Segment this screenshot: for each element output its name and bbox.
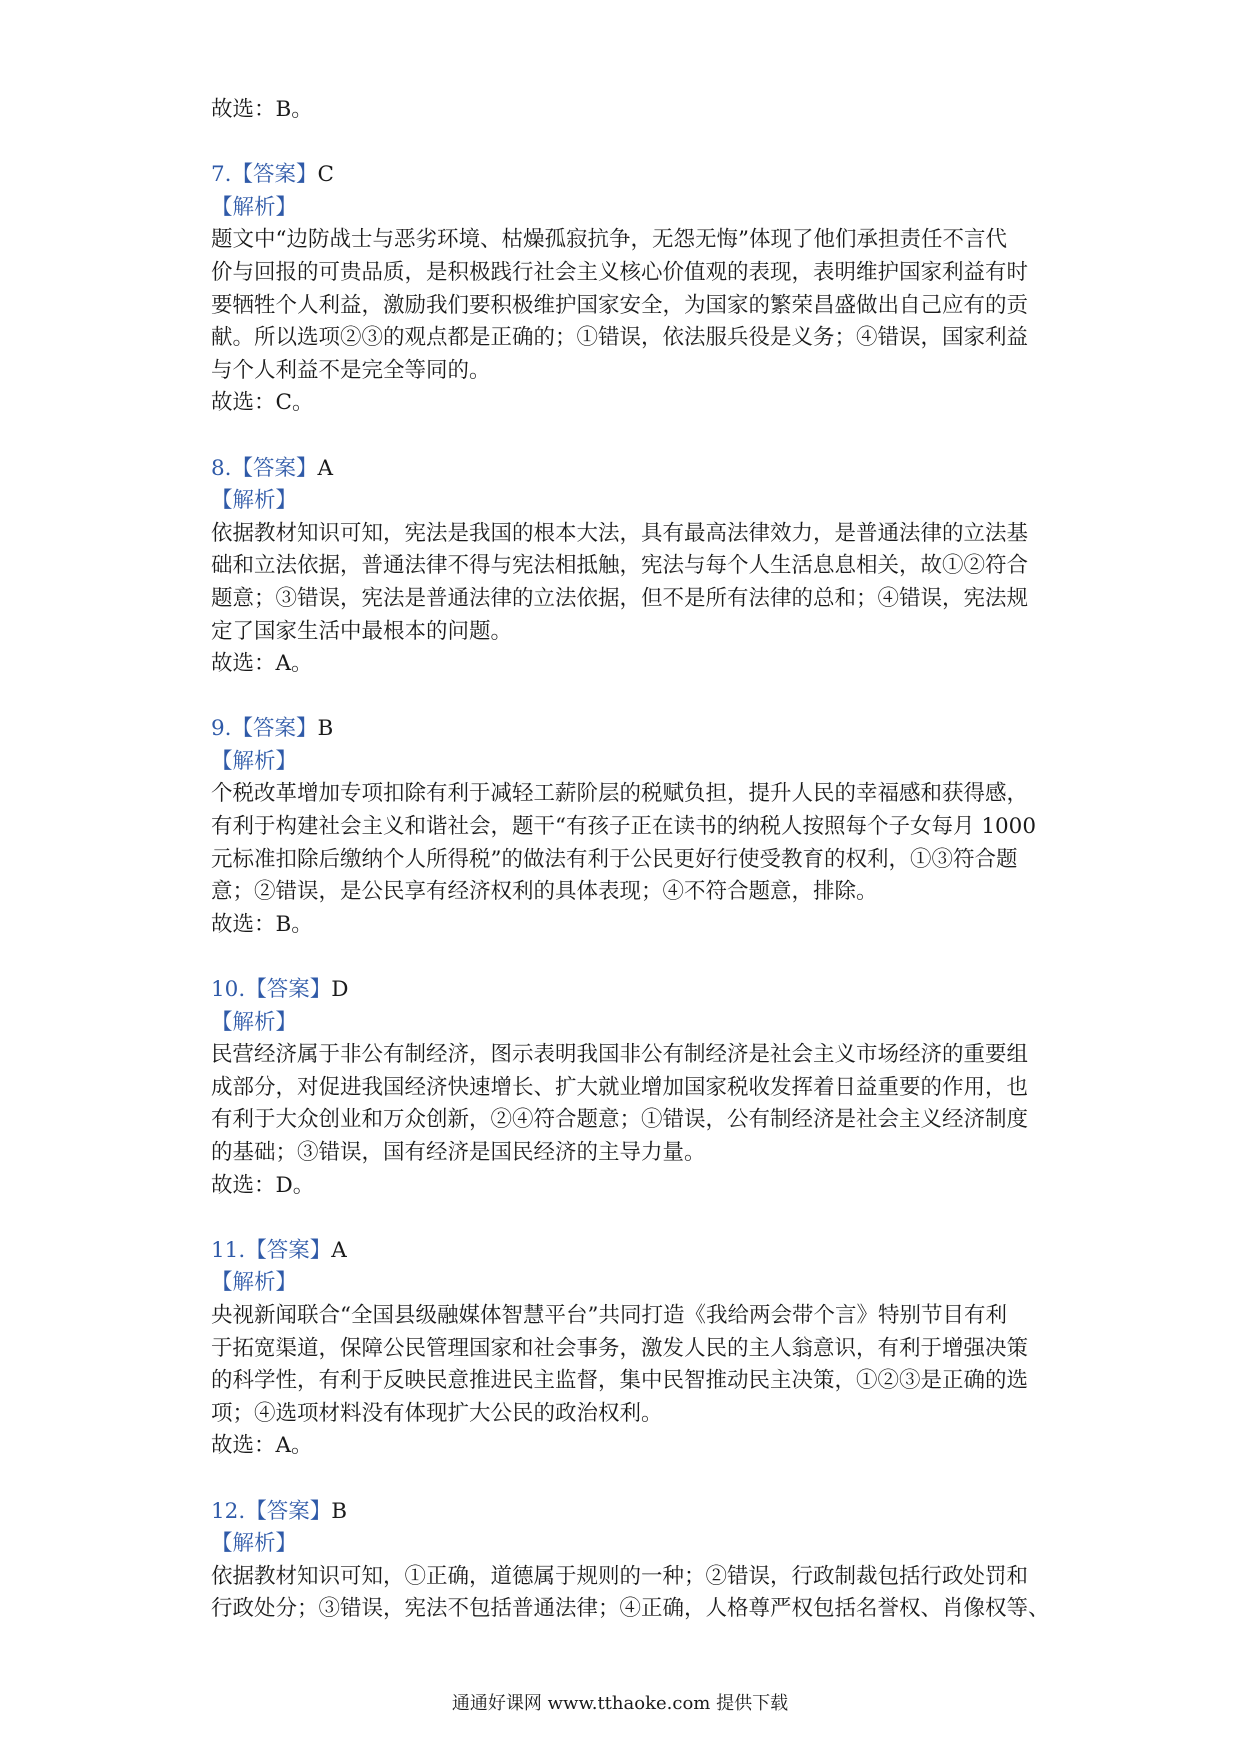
question-number: 7. (211, 162, 232, 188)
answer-tag: 【答案】 (245, 1498, 332, 1524)
answer-header (211, 159, 1041, 192)
spacer (211, 420, 1041, 453)
spacer (211, 941, 1041, 974)
question-number: 9. (211, 716, 232, 742)
analysis-line: 民营经济属于非公有制经济，图示表明我国非公有制经济是社会主义市场经济的重要组 (211, 1042, 1029, 1068)
analysis-line: 元标准扣除后缴纳个人所得税”的做法有利于公民更好行使受教育的权利，①③符合题 (211, 846, 1018, 872)
answer-tag: 【答案】 (245, 977, 332, 1003)
answer-header (211, 974, 1041, 1007)
answer-header (211, 1235, 1041, 1268)
conclusion: 故选：A。 (211, 651, 313, 677)
analysis-tag: 【解析】 (211, 1009, 298, 1035)
conclusion: 故选：A。 (211, 1433, 313, 1459)
lead-conclusion: 故选：B。 (211, 97, 313, 122)
answer-header (211, 713, 1041, 746)
analysis-line: 定了国家生活中最根本的问题。 (211, 618, 513, 644)
analysis-line: 项；④选项材料没有体现扩大公民的政治权利。 (211, 1400, 663, 1426)
analysis-line: 依据教材知识可知，宪法是我国的根本大法，具有最高法律效力，是普通法律的立法基 (211, 520, 1029, 546)
conclusion: 故选：D。 (211, 1172, 315, 1198)
analysis-line: 献。所以选项②③的观点都是正确的；①错误，依法服兵役是义务；④错误，国家利益 (211, 325, 1029, 351)
analysis-line: 成部分，对促进我国经济快速增长、扩大就业增加国家税收发挥着日益重要的作用，也 (211, 1074, 1029, 1100)
analysis-line: 有利于大众创业和万众创新，②④符合题意；①错误，公有制经济是社会主义经济制度 (211, 1107, 1029, 1133)
question-number: 12. (211, 1498, 246, 1524)
spacer (211, 1202, 1041, 1235)
analysis-line: 题意；③错误，宪法是普通法律的立法依据，但不是所有法律的总和；④错误，宪法规 (211, 585, 1029, 611)
conclusion: 故选：C。 (211, 390, 314, 416)
answer-header (211, 453, 1041, 486)
analysis-line: 要牺牲个人利益，激励我们要积极维护国家安全，为国家的繁荣昌盛做出自己应有的贡 (211, 292, 1029, 318)
answer-item-9 (211, 713, 1041, 941)
answer-letter: C (317, 162, 334, 188)
analysis-tag: 【解析】 (211, 488, 298, 514)
analysis-tag: 【解析】 (211, 194, 298, 220)
answer-tag: 【答案】 (245, 1237, 332, 1263)
answer-item-8 (211, 453, 1041, 681)
analysis-line: 于拓宽渠道，保障公民管理国家和社会事务，激发人民的主人翁意识，有利于增强决策 (211, 1335, 1029, 1361)
answer-letter: A (317, 455, 334, 481)
answer-letter: B (331, 1498, 348, 1524)
answer-letter: D (331, 977, 349, 1003)
analysis-line: 个税改革增加专项扣除有利于减轻工薪阶层的税赋负担，提升人民的幸福感和获得感， (211, 781, 1029, 807)
page-footer: 通通好课网 www.tthaoke.com 提供下载 (451, 1693, 789, 1714)
answer-tag: 【答案】 (231, 716, 318, 742)
spacer (211, 681, 1041, 714)
analysis-line: 价与回报的可贵品质，是积极践行社会主义核心价值观的表现，表明维护国家利益有时 (211, 259, 1029, 285)
question-number: 11. (211, 1237, 246, 1263)
analysis-line: 的基础；③错误，国有经济是国民经济的主导力量。 (211, 1140, 706, 1165)
analysis-line: 与个人利益不是完全等同的。 (211, 357, 491, 383)
answer-letter: B (317, 716, 334, 742)
analysis-tag: 【解析】 (211, 748, 298, 774)
analysis-line: 题文中“边防战士与恶劣环境、枯燥孤寂抗争，无怨无悔”体现了他们承担责任不言代 (211, 227, 1007, 253)
analysis-line: 依据教材知识可知，①正确，道德属于规则的一种；②错误，行政制裁包括行政处罚和 (211, 1563, 1029, 1589)
analysis-line: 础和立法依据，普通法律不得与宪法相抵触，宪法与每个人生活息息相关，故①②符合 (211, 553, 1029, 579)
question-number: 10. (211, 977, 246, 1003)
analysis-line: 行政处分；③错误，宪法不包括普通法律；④正确，人格尊严权包括名誉权、肖像权等、 (211, 1596, 1050, 1622)
analysis-line: 央视新闻联合“全国县级融媒体智慧平台”共同打造《我给两会带个言》特别节目有利 (211, 1302, 1007, 1328)
answer-tag: 【答案】 (231, 162, 318, 188)
conclusion: 故选：B。 (211, 911, 313, 937)
question-number: 8. (211, 455, 232, 481)
answer-item-10 (211, 974, 1041, 1202)
document-body (211, 94, 1050, 1626)
answer-letter: A (331, 1237, 347, 1263)
answer-item-11 (211, 1235, 1041, 1463)
answer-header (211, 1496, 1041, 1529)
answer-item-7 (211, 159, 1041, 420)
analysis-line: 有利于构建社会主义和谐社会，题干“有孩子正在读书的纳税人按照每个子女每月 1000 (211, 814, 1037, 840)
answer-item-12 (211, 1496, 1050, 1626)
answer-tag: 【答案】 (231, 455, 318, 481)
analysis-tag: 【解析】 (211, 1531, 298, 1557)
analysis-tag: 【解析】 (211, 1270, 298, 1296)
spacer (211, 1463, 1041, 1496)
analysis-line: 的科学性，有利于反映民意推进民主监督，集中民智推动民主决策，①②③是正确的选 (211, 1368, 1029, 1394)
analysis-line: 意；②错误，是公民享有经济权利的具体表现；④不符合题意，排除。 (211, 879, 878, 905)
spacer (211, 127, 1041, 160)
